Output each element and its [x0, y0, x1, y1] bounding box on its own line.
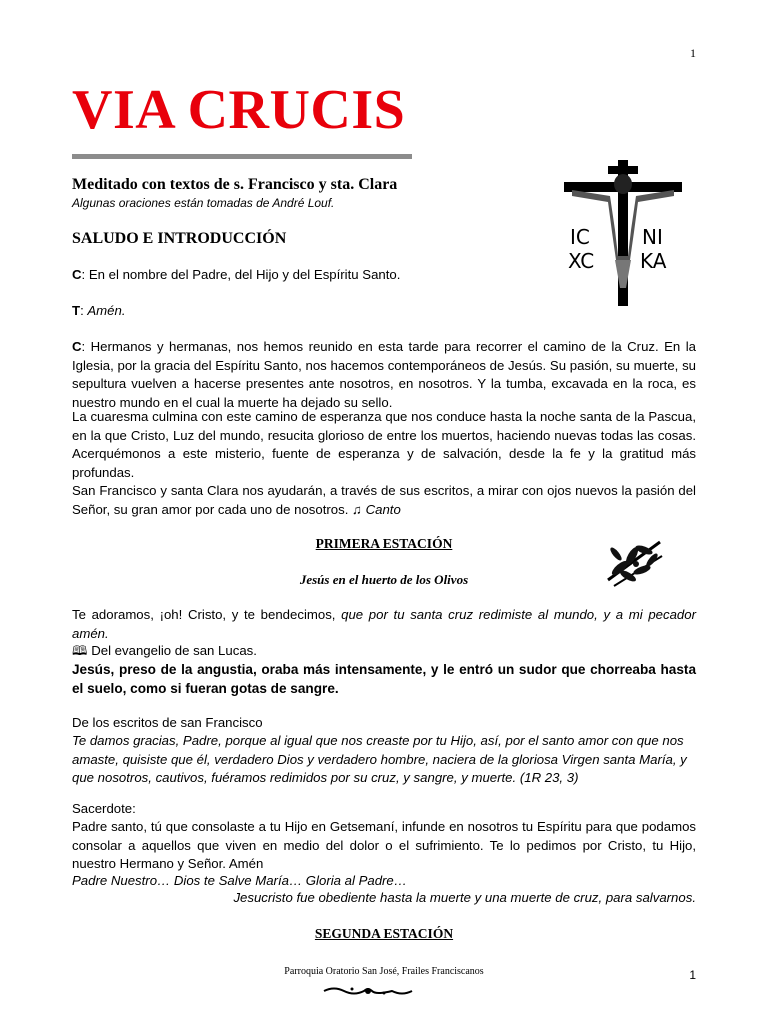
san-francisco-text: San Francisco y santa Clara nos ayudarán, a través de sus escritos, a mirar con ojos nuevos la pasión del Señor, su gran amor por cada uno de nosotros. — [72, 483, 696, 517]
sacerdote-label: Sacerdote: — [72, 801, 136, 816]
escritos-text: Te damos gracias, Padre, porque al igual que nos creaste por tu Hijo, así, por el santo amor con que nos amaste, quisiste que él, verdadero Dios y verdadero hombre, naciera de la gloriosa Virgen santa María, y que nosotros, cautivos, fuéramos redimidos por su cruz, y sangre, y muerte. (1R 23, 3) — [72, 733, 687, 785]
subtitle-note: Algunas oraciones están tomadas de André Louf. — [72, 196, 335, 210]
t-label: T — [72, 303, 81, 318]
c2-label: C — [72, 339, 82, 354]
canto-label: Canto — [365, 501, 401, 517]
adoramos-text: Te adoramos, ¡oh! Cristo, y te bendecimos, — [72, 607, 342, 622]
introduction-paragraph — [72, 338, 696, 412]
t-colon: : — [80, 303, 88, 318]
cuaresma-paragraph: La cuaresma culmina con este camino de esperanza que nos conduce hasta la noche santa de la Pascua, en la que Cristo, Luz del mundo, resucita glorioso de entre los muertos, haciendo nuevas todas las cosas. Acerquémonos a este misterio, fuente de esperanza y de salvación, desde la fe y la gratitud más profundas. — [72, 409, 696, 480]
closing-line: Jesucristo fue obediente hasta la muerte y una muerte de cruz, para salvarnos. — [233, 890, 696, 905]
crucifix-letters-ni: NI — [642, 225, 663, 249]
sacerdote-text: Padre santo, tú que consolaste a tu Hijo en Getsemaní, infunde en nosotros tu Espíritu para que podamos consolar a aquellos que viven en medio del dolor o el sufrimiento. Te lo pedimos por Cristo, tu Hijo, nuestro Hermano y Señor. Amén — [72, 819, 696, 871]
t-response-text: Amén. — [87, 303, 126, 318]
footer-ornament-image — [322, 984, 414, 998]
footer-parish: Parroquia Oratorio San José, Frailes Franciscanos — [284, 966, 484, 977]
subtitle: Meditado con textos de s. Francisco y sta. Clara — [72, 176, 398, 193]
document-title: VIA CRUCIS — [72, 79, 406, 141]
crucifix-letters-ic: IC — [570, 225, 590, 249]
adoramos-response: que por tu santa cruz redimiste al mundo, y a mi pecador amén. — [72, 607, 696, 641]
escritos-label: De los escritos de san Francisco — [72, 715, 263, 730]
section-heading-saludo: SALUDO E INTRODUCCIÓN — [72, 230, 287, 247]
music-note-icon: ♫ — [352, 501, 362, 517]
t-response — [72, 302, 696, 321]
adoramos-prayer — [72, 606, 696, 643]
introduction-text: : Hermanos y hermanas, nos hemos reunido en esta tarde para recorrer el camino de la Cruz. En la Iglesia, por la gracia del Espíritu Santo, nos hacemos contemporáneos de Jesús. Su pasión, su muerte, su sepultura vuelven a hacerse presentes ante nosotros, en nosotros. Y la tumba, excavada en la roca, es nuestro mundo en el cual la muerte ha dejado su sello. — [72, 339, 696, 410]
title-underline — [72, 154, 412, 159]
station-1-title: PRIMERA ESTACIÓN — [315, 536, 453, 551]
prayers-line: Padre Nuestro… Dios te Salve María… Gloria al Padre… — [72, 873, 407, 888]
page-number-bottom: 1 — [689, 968, 696, 982]
crucifix-letters-xc: XC — [568, 249, 595, 273]
c-label: C — [72, 267, 82, 282]
station-2-title: SEGUNDA ESTACIÓN — [314, 926, 454, 941]
san-francisco-paragraph — [72, 482, 696, 519]
station-1-subtitle: Jesús en el huerto de los Olivos — [299, 572, 469, 587]
page-number-top: 1 — [690, 46, 696, 60]
c-invocation — [72, 266, 696, 285]
c-invocation-text: : En el nombre del Padre, del Hijo y del Espíritu Santo. — [81, 267, 401, 282]
book-icon: 🕮 — [72, 643, 88, 658]
gospel-reference — [72, 642, 696, 661]
crucifix-letters-ka: KA — [640, 249, 667, 273]
gospel-reference-text: Del evangelio de san Lucas. — [87, 643, 257, 658]
gospel-text: Jesús, preso de la angustia, oraba más intensamente, y le entró un sudor que chorreaba hasta el suelo, como si fueran gotas de sangre. — [72, 662, 696, 696]
